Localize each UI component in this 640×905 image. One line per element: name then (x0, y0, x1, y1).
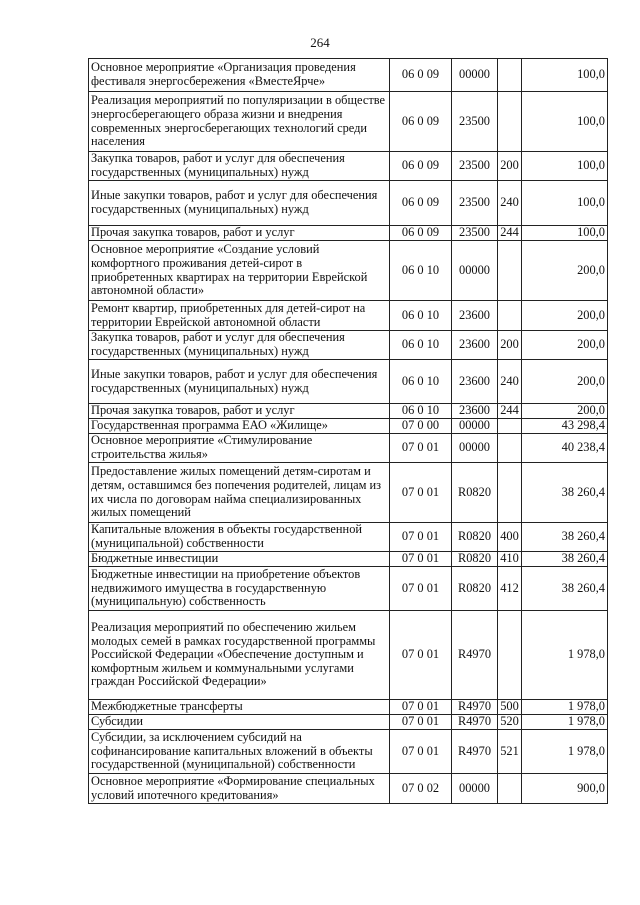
row-name: Закупка товаров, работ и услуг для обеспечения государственных (муниципальных) нужд (89, 152, 390, 181)
row-program-code: 07 0 01 (390, 523, 452, 552)
row-direction-code: 00000 (452, 241, 498, 301)
row-expense-type (498, 463, 522, 523)
row-sum: 100,0 (522, 152, 608, 181)
row-sum: 1 978,0 (522, 730, 608, 774)
row-expense-type: 500 (498, 700, 522, 715)
row-program-code: 07 0 02 (390, 774, 452, 804)
row-direction-code: R0820 (452, 567, 498, 611)
row-expense-type (498, 241, 522, 301)
row-program-code: 06 0 10 (390, 404, 452, 419)
row-sum: 1 978,0 (522, 700, 608, 715)
row-expense-type (498, 434, 522, 463)
row-expense-type: 521 (498, 730, 522, 774)
row-expense-type: 244 (498, 404, 522, 419)
row-expense-type: 520 (498, 715, 522, 730)
row-expense-type (498, 611, 522, 700)
row-direction-code: 23600 (452, 404, 498, 419)
row-program-code: 06 0 09 (390, 181, 452, 226)
table-row (89, 331, 608, 360)
row-program-code: 07 0 01 (390, 730, 452, 774)
row-direction-code: 23600 (452, 360, 498, 404)
table-row (89, 552, 608, 567)
table-row (89, 523, 608, 552)
row-sum: 100,0 (522, 59, 608, 92)
row-sum: 38 260,4 (522, 552, 608, 567)
row-name: Субсидии (89, 715, 390, 730)
row-name: Прочая закупка товаров, работ и услуг (89, 226, 390, 241)
row-sum: 900,0 (522, 774, 608, 804)
row-sum: 200,0 (522, 241, 608, 301)
row-program-code: 07 0 00 (390, 419, 452, 434)
row-name: Основное мероприятие «Организация проведения фестиваля энергосбережения «ВместеЯрче» (89, 59, 390, 92)
row-direction-code: R0820 (452, 552, 498, 567)
table-row (89, 700, 608, 715)
row-name: Закупка товаров, работ и услуг для обеспечения государственных (муниципальных) нужд (89, 331, 390, 360)
row-name: Основное мероприятие «Стимулирование строительства жилья» (89, 434, 390, 463)
row-sum: 43 298,4 (522, 419, 608, 434)
row-direction-code: 23600 (452, 301, 498, 331)
row-name: Государственная программа ЕАО «Жилище» (89, 419, 390, 434)
row-expense-type: 240 (498, 360, 522, 404)
row-name: Предоставление жилых помещений детям-сиротам и детям, оставшимся без попечения родителей, лицам из их числа по договорам найма специализированных жилых помещений (89, 463, 390, 523)
row-sum: 1 978,0 (522, 611, 608, 700)
row-name: Реализация мероприятий по популяризации в обществе энергосберегающего образа жизни и внедрения современных энергосберегающих технологий среди населения (89, 92, 390, 152)
row-name: Прочая закупка товаров, работ и услуг (89, 404, 390, 419)
table-row (89, 730, 608, 774)
row-sum: 1 978,0 (522, 715, 608, 730)
row-expense-type: 200 (498, 152, 522, 181)
row-direction-code: R4970 (452, 730, 498, 774)
row-direction-code: 00000 (452, 419, 498, 434)
row-sum: 38 260,4 (522, 523, 608, 552)
row-expense-type: 244 (498, 226, 522, 241)
row-sum: 200,0 (522, 331, 608, 360)
row-name: Основное мероприятие «Формирование специальных условий ипотечного кредитования» (89, 774, 390, 804)
row-sum: 200,0 (522, 404, 608, 419)
table-row (89, 419, 608, 434)
row-sum: 100,0 (522, 181, 608, 226)
row-program-code: 07 0 01 (390, 715, 452, 730)
row-program-code: 07 0 01 (390, 700, 452, 715)
row-name: Основное мероприятие «Создание условий комфортного проживания детей-сирот в приобретенных квартирах на территории Еврейской автономной области» (89, 241, 390, 301)
row-expense-type: 200 (498, 331, 522, 360)
table-row (89, 181, 608, 226)
row-sum: 200,0 (522, 360, 608, 404)
row-name: Капитальные вложения в объекты государственной (муниципальной) собственности (89, 523, 390, 552)
row-direction-code: 23500 (452, 226, 498, 241)
row-direction-code: 00000 (452, 434, 498, 463)
table-row (89, 301, 608, 331)
row-name: Ремонт квартир, приобретенных для детей-сирот на территории Еврейской автономной области (89, 301, 390, 331)
row-program-code: 07 0 01 (390, 567, 452, 611)
row-name: Реализация мероприятий по обеспечению жильем молодых семей в рамках государственной программы Российской Федерации «Обеспечение доступным и комфортным жильем и коммунальными услугами граждан Российской Федерации» (89, 611, 390, 700)
table-row (89, 774, 608, 804)
row-expense-type: 400 (498, 523, 522, 552)
row-name: Иные закупки товаров, работ и услуг для обеспечения государственных (муниципальных) нужд (89, 181, 390, 226)
row-direction-code: 23600 (452, 331, 498, 360)
budget-table-body (89, 59, 608, 804)
row-direction-code: R0820 (452, 523, 498, 552)
table-row (89, 59, 608, 92)
row-program-code: 06 0 10 (390, 331, 452, 360)
table-row (89, 152, 608, 181)
row-direction-code: R4970 (452, 611, 498, 700)
table-row (89, 241, 608, 301)
row-program-code: 06 0 09 (390, 226, 452, 241)
row-sum: 38 260,4 (522, 463, 608, 523)
row-direction-code: 23500 (452, 181, 498, 226)
row-program-code: 06 0 10 (390, 241, 452, 301)
table-row (89, 567, 608, 611)
row-program-code: 07 0 01 (390, 611, 452, 700)
row-program-code: 06 0 09 (390, 59, 452, 92)
row-expense-type (498, 59, 522, 92)
row-direction-code: R0820 (452, 463, 498, 523)
table-row (89, 226, 608, 241)
budget-table (88, 58, 608, 804)
row-sum: 200,0 (522, 301, 608, 331)
row-program-code: 07 0 01 (390, 434, 452, 463)
row-name: Межбюджетные трансферты (89, 700, 390, 715)
row-direction-code: 00000 (452, 774, 498, 804)
row-program-code: 06 0 09 (390, 152, 452, 181)
row-expense-type (498, 301, 522, 331)
row-direction-code: 00000 (452, 59, 498, 92)
row-expense-type: 412 (498, 567, 522, 611)
row-program-code: 07 0 01 (390, 463, 452, 523)
row-direction-code: R4970 (452, 715, 498, 730)
row-name: Иные закупки товаров, работ и услуг для обеспечения государственных (муниципальных) нужд (89, 360, 390, 404)
table-row (89, 92, 608, 152)
row-expense-type (498, 419, 522, 434)
row-program-code: 06 0 10 (390, 360, 452, 404)
row-direction-code: 23500 (452, 152, 498, 181)
row-name: Бюджетные инвестиции (89, 552, 390, 567)
row-name: Бюджетные инвестиции на приобретение объектов недвижимого имущества в государственную (муниципальную) собственность (89, 567, 390, 611)
table-row (89, 715, 608, 730)
row-name: Субсидии, за исключением субсидий на софинансирование капитальных вложений в объекты государственной (муниципальной) собственности (89, 730, 390, 774)
row-program-code: 07 0 01 (390, 552, 452, 567)
table-row (89, 360, 608, 404)
row-expense-type (498, 92, 522, 152)
row-sum: 38 260,4 (522, 567, 608, 611)
table-row (89, 463, 608, 523)
row-sum: 40 238,4 (522, 434, 608, 463)
page-number: 264 (310, 35, 330, 50)
row-direction-code: R4970 (452, 700, 498, 715)
row-direction-code: 23500 (452, 92, 498, 152)
row-program-code: 06 0 09 (390, 92, 452, 152)
row-expense-type: 410 (498, 552, 522, 567)
table-row (89, 611, 608, 700)
row-expense-type (498, 774, 522, 804)
table-row (89, 434, 608, 463)
table-row (89, 404, 608, 419)
row-sum: 100,0 (522, 226, 608, 241)
row-sum: 100,0 (522, 92, 608, 152)
row-expense-type: 240 (498, 181, 522, 226)
row-program-code: 06 0 10 (390, 301, 452, 331)
